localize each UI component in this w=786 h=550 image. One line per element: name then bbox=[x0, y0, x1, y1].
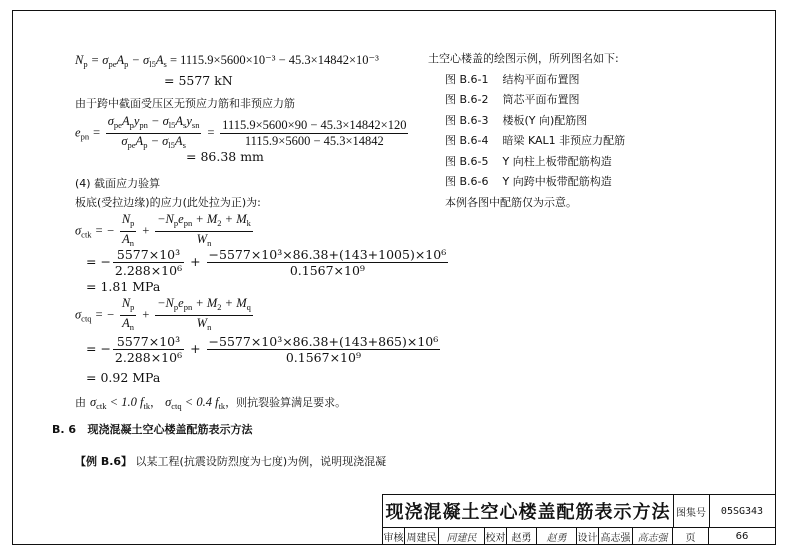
design-label: 设计 bbox=[577, 528, 599, 545]
np-result: = 5577 kN bbox=[164, 73, 233, 88]
example-paragraph bbox=[75, 453, 386, 469]
figure-item: 图 B.6-1 结构平面布置图 bbox=[445, 72, 580, 86]
figure-list-intro: 土空心楼盖的绘图示例，所列图名如下: bbox=[428, 52, 619, 65]
example-tag: 【例 B.6】 bbox=[75, 455, 133, 468]
check-label: 校对 bbox=[485, 528, 507, 545]
sigma-ctq-result: = 0.92 MPa bbox=[86, 370, 161, 385]
sigma-ctk-formula: $\sigma_{ctk}$ = − $\frac{N_p}{A_n}$ + $\frac{-N_pe_{pn} + M_2 + M_k}{W_n}$ bbox=[75, 212, 251, 248]
figure-item: 图 B.6-5 Y 向柱上板带配筋构造 bbox=[445, 154, 612, 168]
page-number: 66 bbox=[735, 531, 749, 542]
section-number: B. 6 bbox=[52, 423, 77, 436]
sigma-ctq-values: = − $\frac{\text{5577×10³}}{\text{2.288×10⁶}}$ + $\frac{\text{−5577×10³×86.38+(143+865)×10⁶}}{\text{0.1567×10⁹}}$ bbox=[86, 334, 439, 365]
signature-row bbox=[383, 527, 775, 545]
section-heading-b6 bbox=[52, 421, 253, 437]
design-name: 高志强 bbox=[599, 528, 633, 545]
figure-list bbox=[428, 50, 625, 214]
figure-item: 图 B.6-2 筒芯平面布置图 bbox=[445, 93, 580, 106]
figure-item: 图 B.6-6 Y 向跨中板带配筋构造 bbox=[445, 175, 612, 188]
paragraph-prestress: 由于跨中截面受压区无预应力筋和非预应力筋 bbox=[75, 97, 295, 110]
check-name: 赵勇 bbox=[507, 528, 537, 545]
np-equation: $N_p = \sigma_{pe}A_p - \sigma_{l5}A_s = 1115.9\times 5600\times 10^{-3} - 45.3\times 14842\times 10^{-3}$ bbox=[75, 53, 379, 69]
paragraph-bottom-stress: 板底(受拉边缘)的应力(此处拉为正)为: bbox=[75, 196, 261, 209]
review-signature: 同建民 bbox=[439, 528, 485, 545]
example-text: 以某工程(抗震设防烈度为七度)为例，说明现浇混凝 bbox=[135, 455, 387, 468]
figure-item: 图 B.6-3 楼板(Y 向)配筋图 bbox=[445, 113, 588, 127]
title-block bbox=[382, 494, 776, 545]
crack-check-statement: 由 $\sigma_{ctk} < 1.0$ $f_{tk}$， $\sigma_{ctq} < 0.4$ $f_{tk}$，则抗裂验算满足要求。 bbox=[75, 395, 347, 411]
atlas-number: 05SG343 bbox=[720, 505, 764, 517]
design-signature: 高志强 bbox=[633, 528, 673, 545]
atlas-number-label: 图集号 bbox=[673, 495, 710, 527]
figure-item: 图 B.6-4 暗梁 KAL1 非预应力配筋 bbox=[445, 134, 626, 147]
section-heading-stress-check: (4) 截面应力验算 bbox=[75, 177, 161, 190]
section-title: 现浇混凝土空心楼盖配筋表示方法 bbox=[87, 423, 253, 436]
drawing-title: 现浇混凝土空心楼盖配筋表示方法 bbox=[383, 495, 674, 527]
page-label: 页 bbox=[673, 528, 709, 545]
review-name: 周建民 bbox=[405, 528, 439, 545]
sigma-ctq-formula: $\sigma_{ctq}$ = − $\frac{N_p}{A_n}$ + $\frac{-N_pe_{pn} + M_2 + M_q}{W_n}$ bbox=[75, 296, 251, 332]
sigma-ctk-values: = − $\frac{\text{5577×10³}}{\text{2.288×10⁶}}$ + $\frac{\text{−5577×10³×86.38+(143+1005)×10⁶}}{\text{0.1567×10⁹}}$ bbox=[86, 247, 447, 278]
check-signature: 赵勇 bbox=[537, 528, 577, 545]
epn-result: = 86.38 mm bbox=[186, 149, 264, 164]
sigma-ctk-result: = 1.81 MPa bbox=[86, 279, 161, 294]
figure-note: 本例各图中配筋仅为示意。 bbox=[445, 195, 577, 209]
review-label: 审核 bbox=[383, 528, 405, 545]
epn-equation: $e_{pn}$ = $\frac{\sigma_{pe}A_py_{pn} - \sigma_{l5}A_sy_{sn}}{\sigma_{pe}A_p - \sigma_{l5}A_s}$ = $\frac{1115.9\times 5600\times 90 - 45.3\times 14842\times 120}{1115.9\times 5600 - 45.3\times 14842}$ bbox=[75, 114, 407, 150]
